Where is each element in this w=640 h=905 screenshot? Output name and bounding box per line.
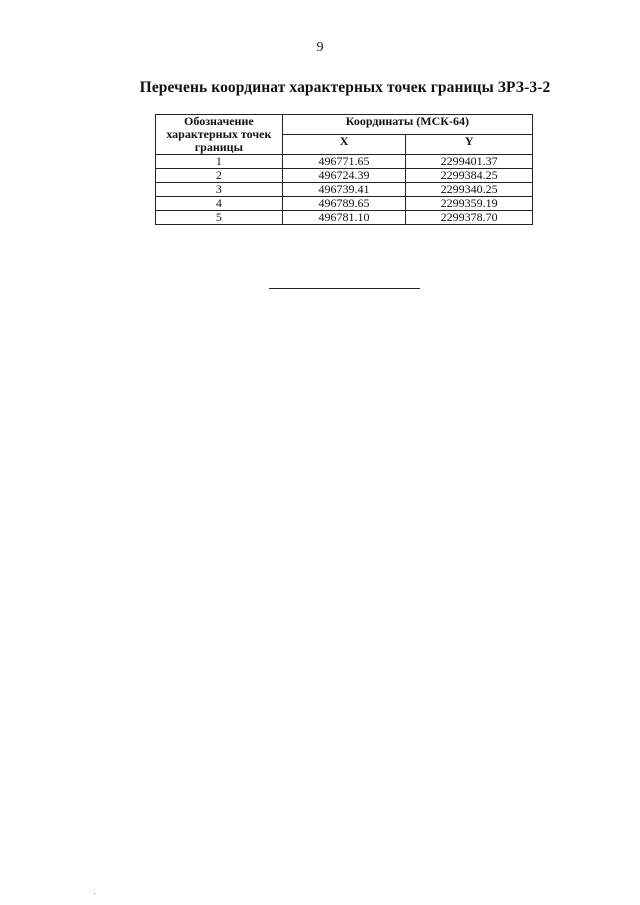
header-coordinates: Координаты (МСК-64) — [282, 115, 532, 135]
table-header-row — [156, 115, 533, 135]
cell-y: 2299340.25 — [406, 183, 533, 197]
cell-y: 2299384.25 — [406, 169, 533, 183]
table-row — [156, 155, 533, 169]
document-title: Перечень координат характерных точек границы ЗРЗ-3-2 — [139, 79, 551, 96]
header-point-designation: Обозначение характерных точек границы — [156, 115, 283, 155]
cell-point: 5 — [156, 211, 283, 225]
page-number: 9 — [316, 40, 324, 55]
cell-y: 2299359.19 — [406, 197, 533, 211]
cell-x: 496781.10 — [282, 211, 406, 225]
cell-x: 496724.39 — [282, 169, 406, 183]
cell-y: 2299401.37 — [406, 155, 533, 169]
cell-x: 496739.41 — [282, 183, 406, 197]
cell-x: 496771.65 — [282, 155, 406, 169]
scan-speck — [94, 893, 95, 894]
header-y: Y — [406, 135, 533, 155]
cell-x: 496789.65 — [282, 197, 406, 211]
cell-y: 2299378.70 — [406, 211, 533, 225]
cell-point: 1 — [156, 155, 283, 169]
separator-line — [269, 288, 420, 289]
table-row — [156, 211, 533, 225]
cell-point: 4 — [156, 197, 283, 211]
cell-point: 2 — [156, 169, 283, 183]
table-row — [156, 169, 533, 183]
cell-point: 3 — [156, 183, 283, 197]
table-row — [156, 197, 533, 211]
header-x: X — [282, 135, 406, 155]
table-row — [156, 183, 533, 197]
coordinates-table — [155, 114, 533, 225]
